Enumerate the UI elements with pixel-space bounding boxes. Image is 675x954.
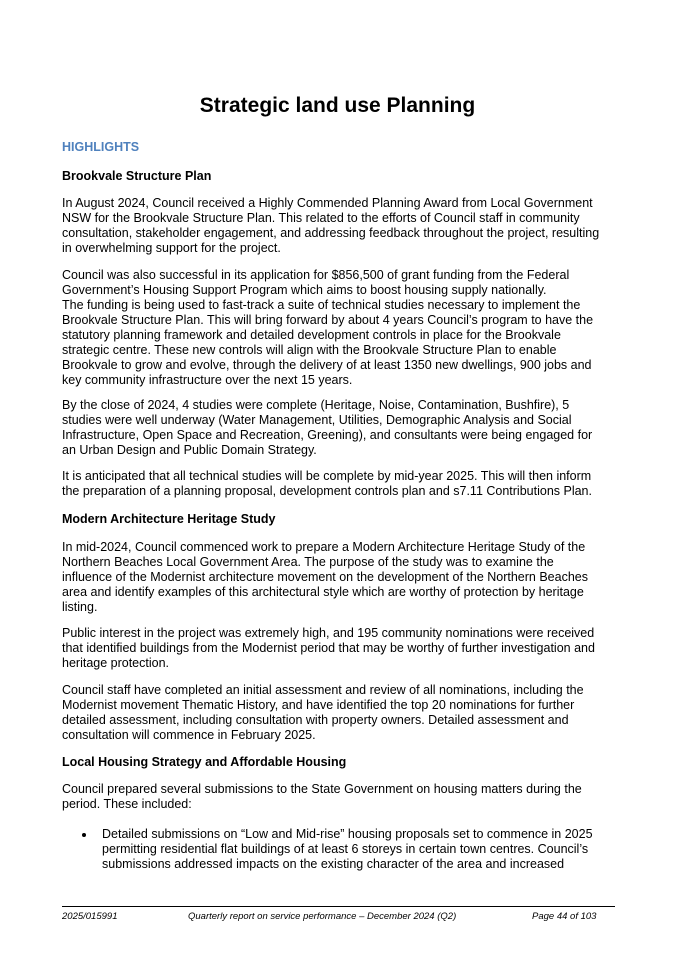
footer-divider — [62, 906, 615, 907]
footer-doc-number: 2025/015991 — [62, 911, 118, 922]
paragraph-brookvale-studies: By the close of 2024, 4 studies were complete (Heritage, Noise, Contamination, Bushfire), 5 studies were well underway (Water Management, Utilities, Demographic Analysis and Social Infrastructure, Open Space and Recreation, Greening), and consultants were being engaged for an Urban Design and Public Domain Strategy. — [62, 398, 593, 457]
paragraph-heritage-interest: Public interest in the project was extremely high, and 195 community nominations were received that identified buildings from the Modernist period that may be worthy of further investigation and heritage protection. — [62, 626, 595, 670]
section-label-highlights: HIGHLIGHTS — [62, 140, 140, 154]
paragraph-brookvale-award: In August 2024, Council received a Highly Commended Planning Award from Local Government NSW for the Brookvale Structure Plan. This related to the efforts of Council staff in community consultation, stakeholder engagement, and addressing feedback throughout the project, resulting in overwhelming support for the project. — [62, 196, 600, 255]
footer-page-number: Page 44 of 103 — [532, 911, 597, 922]
page-title: Strategic land use Planning — [199, 94, 476, 117]
footer-report-title: Quarterly report on service performance – December 2024 (Q2) — [188, 911, 457, 922]
paragraph-brookvale-timeline: It is anticipated that all technical studies will be complete by mid-year 2025. This will then inform the preparation of a planning proposal, development controls plan and s7.11 Contributions Plan. — [62, 469, 592, 498]
bullet-list-submissions — [62, 827, 614, 872]
heading-heritage-study: Modern Architecture Heritage Study — [62, 512, 276, 526]
heading-housing-strategy: Local Housing Strategy and Affordable Housing — [62, 755, 347, 769]
bullet-icon — [82, 833, 86, 837]
paragraph-brookvale-funding: Council was also successful in its application for $856,500 of grant funding from the Federal Government’s Housing Support Program which aims to boost housing supply nationally. The funding is being used to fast-track a suite of technical studies necessary to implement the Brookvale Structure Plan. This will bring forward by about 4 years Council’s program to have the statutory planning framework and detailed development controls in place for the Brookvale strategic centre. These new controls will align with the Brookvale Structure Plan to enable Brookvale to grow and evolve, through the delivery of at least 1350 new dwellings, 900 jobs and key community infrastructure over the next 15 years. — [62, 268, 594, 387]
paragraph-heritage-assessment: Council staff have completed an initial assessment and review of all nominations, including the Modernist movement Thematic History, and have identified the top 20 nominations for further detailed assessment, including consultation with property owners. Detailed assessment and consultation will commence in February 2025. — [62, 683, 584, 742]
list-item: Detailed submissions on “Low and Mid-rise” housing proposals set to commence in 2025 permitting residential flat buildings of at least 6 storeys in certain town centres. Council’s submissions addressed impacts on the existing character of the area and increased — [62, 827, 614, 872]
paragraph-heritage-purpose: In mid-2024, Council commenced work to prepare a Modern Architecture Heritage Study of the Northern Beaches Local Government Area. The purpose of the study was to examine the influence of the Modernist architecture movement on the development of the Northern Beaches area and identify examples of this architectural style which are worthy of protection by heritage listing. — [62, 540, 588, 614]
heading-brookvale: Brookvale Structure Plan — [62, 169, 212, 183]
paragraph-housing-intro: Council prepared several submissions to the State Government on housing matters during the period. These included: — [62, 782, 582, 811]
